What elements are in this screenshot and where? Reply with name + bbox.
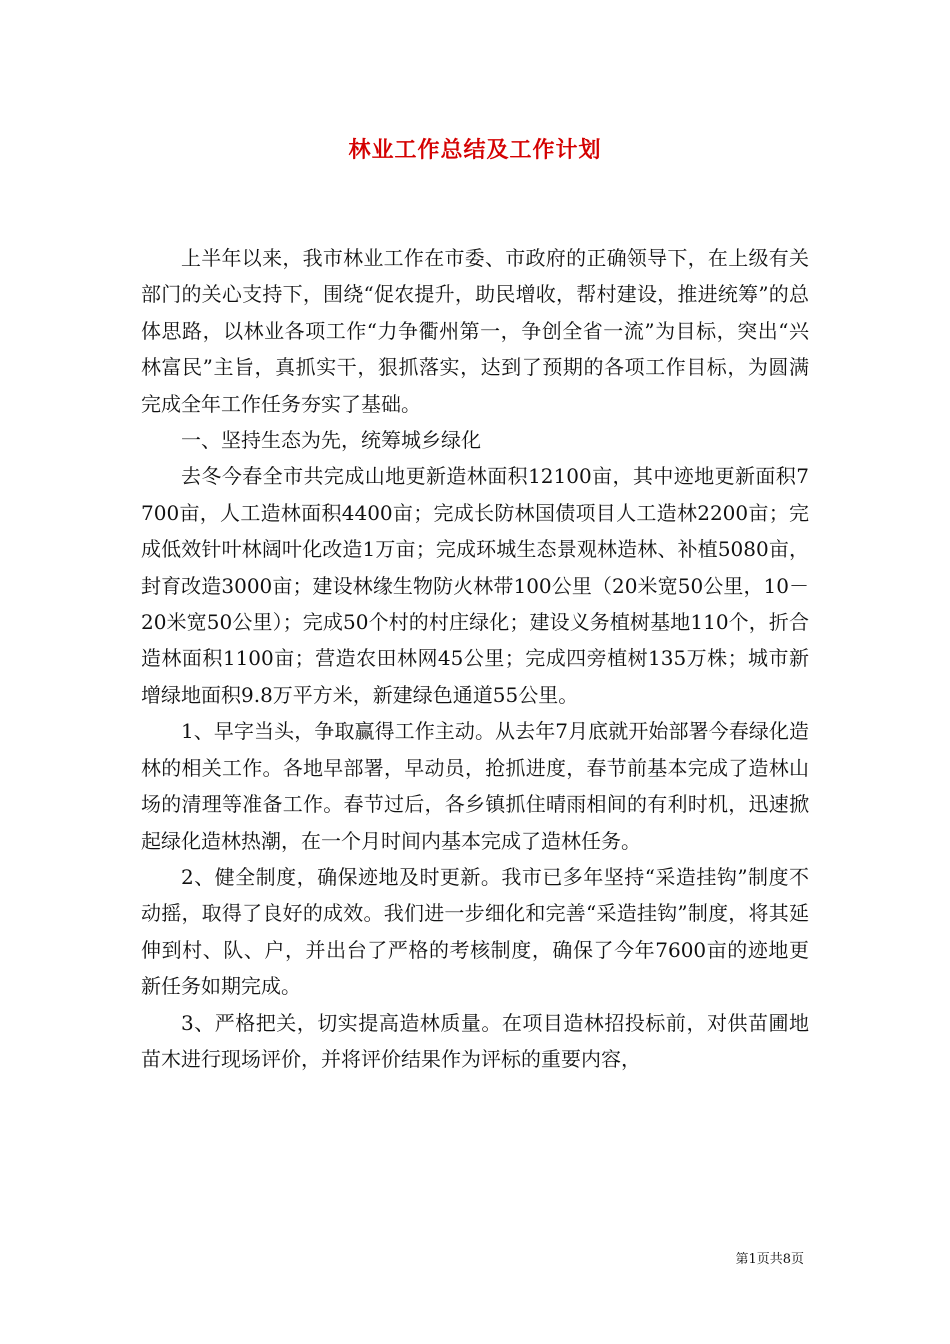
paragraph-point-1: 1、早字当头，争取赢得工作主动。从去年7月底就开始部署今春绿化造林的相关工作。各地早部署，早动员，抢抓进度，春节前基本完成了造林山场的清理等准备工作。春节过后，各乡镇抓住晴雨相间的有利时机，迅速掀起绿化造林热潮，在一个月时间内基本完成了造林任务。: [141, 719, 809, 853]
paragraph-statistics: 去冬今春全市共完成山地更新造林面积12100亩，其中迹地更新面积7700亩，人工造林面积4400亩；完成长防林国债项目人工造林2200亩；完成低效针叶林阔叶化改造1万亩；完成环城生态景观林造林、补植5080亩，封育改造3000亩；建设林缘生物防火林带100公里（20米宽50公里，10－20米宽50公里）；完成50个村的村庄绿化；建设义务植树基地110个，折合造林面积1100亩；营造农田林网45公里；完成四旁植树135万株；城市新增绿地面积9.8万平方米，新建绿色通道55公里。: [141, 464, 809, 707]
paragraph-intro: 上半年以来，我市林业工作在市委、市政府的正确领导下，在上级有关部门的关心支持下，围绕“促农提升，助民增收，帮村建设，推进统筹”的总体思路，以林业各项工作“力争衢州第一，争创全省一流”为目标，突出“兴林富民”主旨，真抓实干，狠抓落实，达到了预期的各项工作目标，为圆满完成全年工作任务夯实了基础。: [141, 246, 809, 416]
section-heading-1: 一、坚持生态为先，统筹城乡绿化: [181, 428, 481, 453]
paragraph-point-2: 2、健全制度，确保迹地及时更新。我市已多年坚持“采造挂钩”制度不动摇，取得了良好的成效。我们进一步细化和完善“采造挂钩”制度，将其延伸到村、队、户，并出台了严格的考核制度，确保了今年7600亩的迹地更新任务如期完成。: [141, 864, 809, 999]
document-title: 林业工作总结及工作计划: [348, 137, 602, 163]
paragraph-point-3: 3、严格把关，切实提高造林质量。在项目造林招投标前，对供苗圃地苗木进行现场评价，并将评价结果作为评标的重要内容，: [141, 1010, 809, 1071]
document-body: [141, 240, 809, 1077]
page-number: 第1页共8页: [735, 1252, 804, 1267]
